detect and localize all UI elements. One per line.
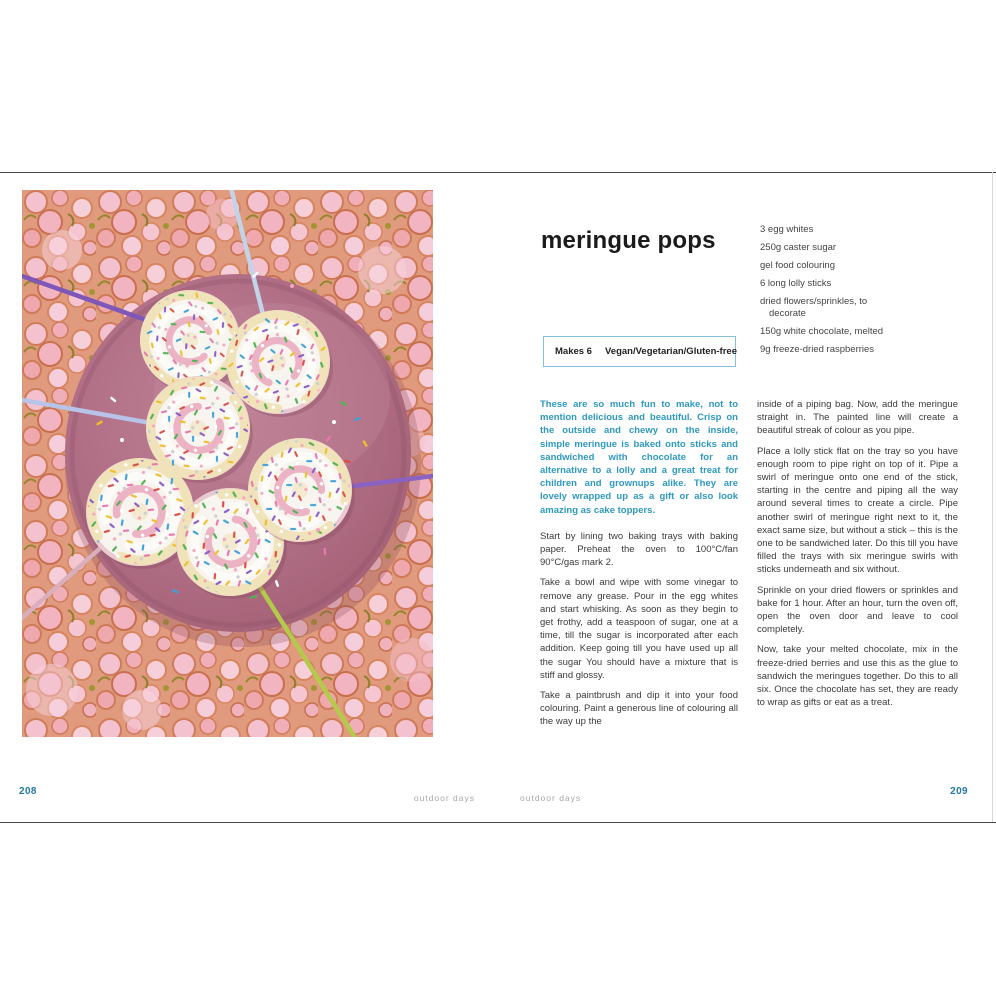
book-top-edge bbox=[0, 172, 996, 173]
ingredient-item: 250g caster sugar bbox=[760, 242, 837, 253]
serving-diet-badge bbox=[543, 336, 736, 367]
page-number-right: 209 bbox=[950, 786, 968, 797]
ingredient-item: gel food colouring bbox=[760, 260, 835, 271]
method-paragraph: Start by lining two baking trays with baking paper. Preheat the oven to 100°C/fan 90°C/gas mark 2. bbox=[540, 530, 738, 569]
book-bottom-edge bbox=[0, 822, 996, 823]
ingredient-item: 150g white chocolate, melted bbox=[760, 325, 884, 337]
method-paragraph: Sprinkle on your dried flowers or sprinkles and bake for 1 hour. After an hour, turn the oven off, open the oven door and leave to cool completely. bbox=[757, 584, 958, 636]
ingredient-item: dried flowers/sprinkles, to decorate bbox=[760, 296, 868, 319]
recipe-title: meringue pops bbox=[541, 227, 716, 255]
recipe-column-2 bbox=[757, 398, 958, 716]
ingredient-item: 9g freeze-dried raspberries bbox=[760, 343, 875, 355]
method-paragraph: Now, take your melted chocolate, mix in the freeze-dried berries and use this as the glue to sandwich the meringues together. Do this to all six. Once the chocolate has set, they are ready to wrap as gifts or eat as a treat. bbox=[757, 644, 958, 709]
running-footer-left: outdoor days bbox=[413, 793, 475, 803]
ingredient-item: 6 long lolly sticks bbox=[760, 278, 832, 289]
makes-label: Makes 6 bbox=[555, 346, 592, 357]
ingredients-list bbox=[760, 224, 892, 362]
method-paragraph: inside of a piping bag. Now, add the meringue straight in. The painted line will create a beautiful streak of colour as you pipe. bbox=[757, 399, 958, 437]
meringue-pops-photo-illustration bbox=[22, 190, 433, 737]
recipe-photo bbox=[22, 190, 433, 737]
ingredient-item: 3 egg whites bbox=[760, 224, 814, 235]
page-number-left: 208 bbox=[19, 786, 37, 797]
recipe-column-1 bbox=[540, 398, 738, 736]
method-paragraph: Take a paintbrush and dip it into your food colouring. Paint a generous line of colouring all the way up the bbox=[540, 690, 738, 728]
method-paragraph: Place a lolly stick flat on the tray so you have enough room to pipe right on top of it. Pipe a swirl of meringue onto one end of the stick, starting in the centre and piping all the way around several times to create a circle. Pipe another swirl of meringue right next to it, the exact same size, but without a stick – this is the one to be sandwiched later. Do this till you have filled the trays with six meringue swirls with sticks underneath and six without. bbox=[757, 445, 958, 576]
diet-label: Vegan/Vegetarian/Gluten-free bbox=[604, 346, 737, 357]
recipe-intro: These are so much fun to make, not to mention delicious and beautiful. Crisp on the outside and chewy on the inside, simple meringue is baked onto sticks and sandwiched with chocolate for an alternative to a lolly and a great treat for children and grownups alike. They are lovely wrapped up as a gift or also look amazing as cake toppers. bbox=[540, 399, 738, 516]
method-paragraph: Take a bowl and wipe with some vinegar to remove any grease. Pour in the egg whites and start whisking. As soon as they begin to get frothy, add a teaspoon of sugar, one at a time, till the sugar is incorporated after each addition. Keep going till you have used up all the sugar You should have a mixture that is stiff and glossy. bbox=[540, 577, 738, 681]
running-footer-right: outdoor days bbox=[520, 793, 582, 803]
book-right-page-edge bbox=[992, 172, 993, 822]
